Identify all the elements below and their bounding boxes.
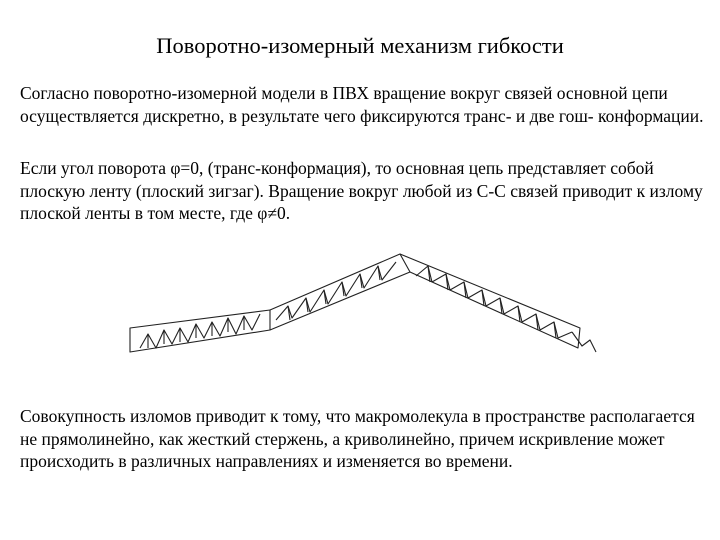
paragraph-trans-conformation: Если угол поворота φ=0, (транс-конформация), то основная цепь представляет собой плоскую ленту (плоский зигзаг). Вращение вокруг любой из С-С связей приводит к излому плоской ленты в том месте, где φ≠0. <box>20 158 703 223</box>
bent-ribbon-figure <box>120 248 610 378</box>
ribbon-middle <box>270 254 410 330</box>
paragraph-macromolecule-curvature: Совокупность изломов приводит к тому, что макромолекула в пространстве располагается не прямолинейно, как жесткий стержень, а криволинейно, причем искривление может происходить в различных направлениях и изменяется во времени. <box>20 406 695 471</box>
slide-title: Поворотно-изомерный механизм гибкости <box>156 33 564 58</box>
zigzag-chain-drawing <box>120 248 610 378</box>
paragraph-rotation-model: Согласно поворотно-изомерной модели в ПВХ вращение вокруг связей основной цепи осуществляется дискретно, в результате чего фиксируются транс- и две гош- конформации. <box>20 83 704 126</box>
ribbon-right <box>400 254 580 348</box>
